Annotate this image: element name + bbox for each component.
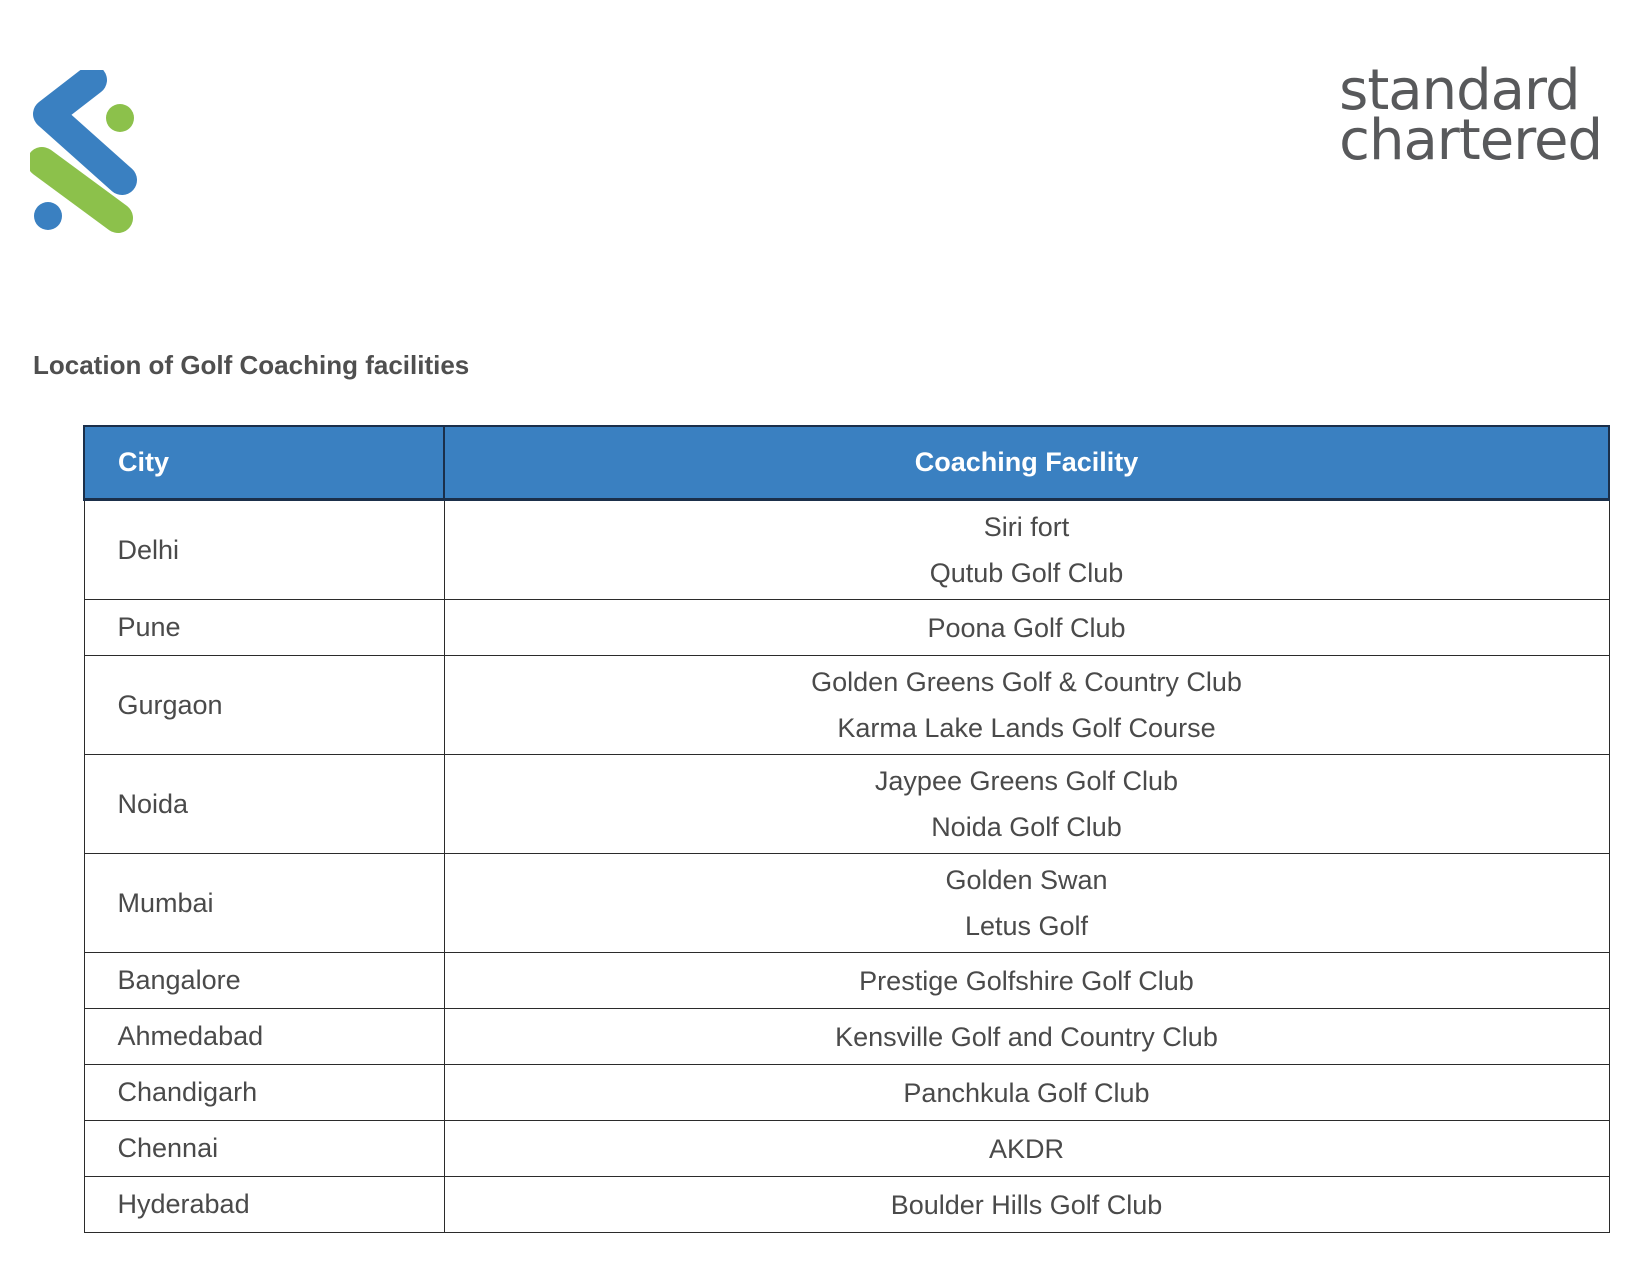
facility-name: Poona Golf Club <box>927 612 1126 643</box>
facility-cell <box>444 656 1609 755</box>
facility-name: Karma Lake Lands Golf Course <box>837 713 1216 743</box>
facility-name: Jaypee Greens Golf Club <box>874 766 1179 796</box>
table-row <box>84 1065 1609 1121</box>
golf-facility-table <box>83 425 1610 1233</box>
city-cell: Delhi <box>84 500 444 600</box>
table-row <box>84 755 1609 854</box>
city-cell: Chennai <box>84 1121 444 1177</box>
facility-name: Prestige Golfshire Golf Club <box>859 965 1194 996</box>
facility-cell <box>444 1065 1609 1121</box>
facility-cell <box>444 1121 1609 1177</box>
facility-name: Letus Golf <box>964 911 1089 941</box>
facility-name: Golden Swan <box>945 865 1108 895</box>
table-header-row <box>84 426 1609 500</box>
facility-name: AKDR <box>988 1133 1064 1164</box>
table-row <box>84 854 1609 953</box>
table-row <box>84 500 1609 600</box>
table-row <box>84 1009 1609 1065</box>
section-title: Location of Golf Coaching facilities <box>33 350 470 380</box>
brand-wordmark <box>1339 58 1602 173</box>
facility-cell <box>444 600 1609 656</box>
facility-name: Golden Greens Golf & Country Club <box>811 667 1242 697</box>
column-header-city: City <box>84 426 444 500</box>
brand-name-line1: standard <box>1339 58 1580 123</box>
column-header-coaching-facility: Coaching Facility <box>444 426 1609 500</box>
table-row <box>84 953 1609 1009</box>
facility-cell <box>444 755 1609 854</box>
city-cell: Mumbai <box>84 854 444 953</box>
city-cell: Bangalore <box>84 953 444 1009</box>
facility-name: Qutub Golf Club <box>929 558 1124 588</box>
facility-name: Kensville Golf and Country Club <box>835 1021 1218 1052</box>
city-cell: Gurgaon <box>84 656 444 755</box>
facility-cell <box>444 1177 1609 1233</box>
facility-name: Panchkula Golf Club <box>903 1077 1150 1108</box>
table-row <box>84 656 1609 755</box>
facility-cell <box>444 953 1609 1009</box>
facility-cell <box>444 1009 1609 1065</box>
logo-blue-dot <box>34 202 62 230</box>
city-cell: Chandigarh <box>84 1065 444 1121</box>
logo-green-dot <box>106 104 134 132</box>
facility-cell <box>444 500 1609 600</box>
facility-name: Noida Golf Club <box>931 812 1122 842</box>
standard-chartered-logo-icon <box>30 70 140 240</box>
table-row <box>84 1121 1609 1177</box>
table-row <box>84 1177 1609 1233</box>
table-row <box>84 600 1609 656</box>
city-cell: Noida <box>84 755 444 854</box>
facility-name: Boulder Hills Golf Club <box>890 1189 1163 1220</box>
city-cell: Pune <box>84 600 444 656</box>
facility-name: Siri fort <box>983 512 1070 542</box>
facility-cell <box>444 854 1609 953</box>
city-cell: Ahmedabad <box>84 1009 444 1065</box>
brand-name-line2: chartered <box>1339 108 1602 173</box>
city-cell: Hyderabad <box>84 1177 444 1233</box>
